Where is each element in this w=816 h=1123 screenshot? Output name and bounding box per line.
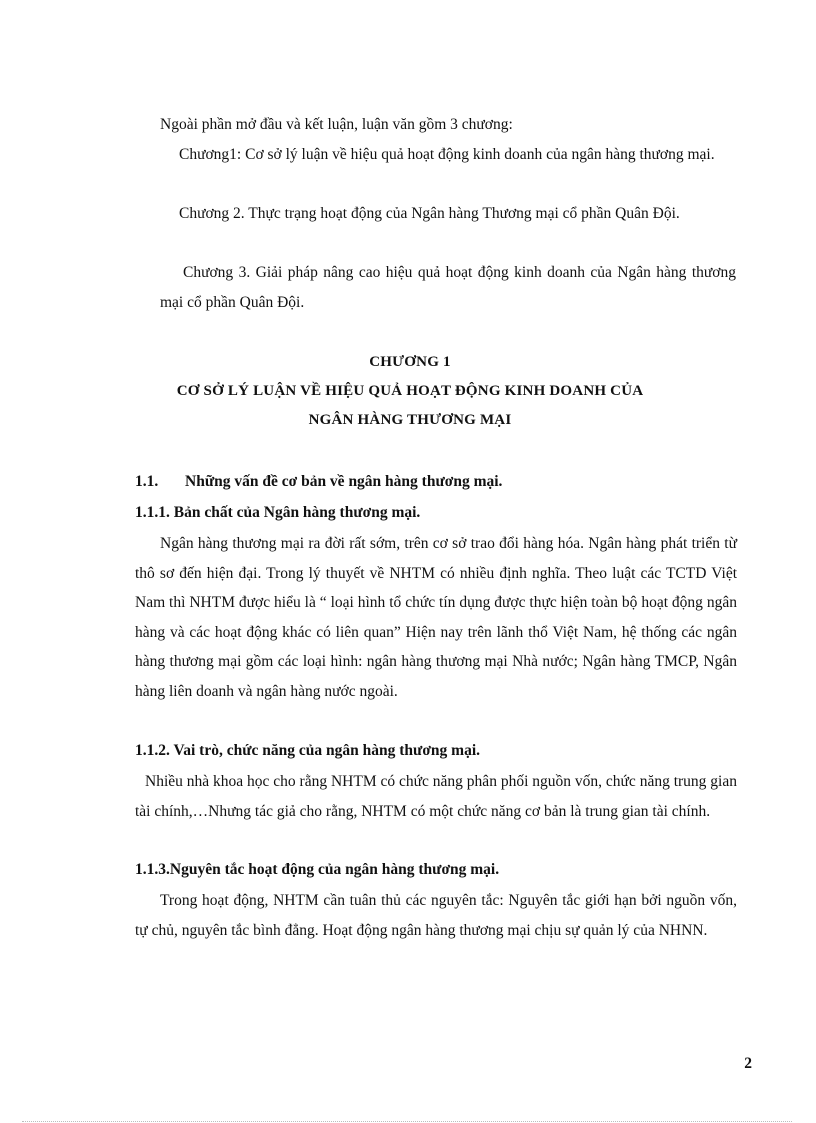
chapter-number-heading: CHƯƠNG 1 <box>369 354 451 370</box>
intro-chapter3-paragraph: Chương 3. Giải pháp nâng cao hiệu quả hoạt động kinh doanh của Ngân hàng thương mại cổ phần Quân Đội. <box>160 264 736 311</box>
intro-lead-paragraph: Ngoài phần mở đầu và kết luận, luận văn gồm 3 chương: <box>160 116 513 133</box>
page-bottom-divider <box>22 1121 792 1122</box>
section-1-1-heading <box>135 467 502 496</box>
section-1-1-2-paragraph: Nhiều nhà khoa học cho rằng NHTM có chức năng phân phối nguồn vốn, chức năng trung gian tài chính,…Nhưng tác giả cho rằng, NHTM có một chức năng cơ bản là trung gian tài chính. <box>135 773 737 820</box>
chapter-title-line2: NGÂN HÀNG THƯƠNG MẠI <box>308 412 512 428</box>
section-1-1-1-heading: 1.1.1. Bản chất của Ngân hàng thương mại. <box>135 504 421 521</box>
section-1-1-3-heading: 1.1.3.Nguyên tắc hoạt động của ngân hàng thương mại. <box>135 861 500 878</box>
section-1-1-2-heading: 1.1.2. Vai trò, chức năng của ngân hàng thương mại. <box>135 742 480 759</box>
chapter-title-heading <box>100 377 720 435</box>
chapter-title-line1: CƠ SỞ LÝ LUẬN VỀ HIỆU QUẢ HOẠT ĐỘNG KINH DOANH CỦA <box>176 383 644 399</box>
section-1-1-3-paragraph: Trong hoạt động, NHTM cần tuân thủ các nguyên tắc: Nguyên tắc giới hạn bởi nguồn vốn, tự chủ, nguyên tắc bình đẳng. Hoạt động ngân hàng thương mại chịu sự quản lý của NHNN. <box>135 892 737 939</box>
section-1-1-title: Những vấn đề cơ bản về ngân hàng thương mại. <box>185 473 503 490</box>
section-1-1-1-paragraph: Ngân hàng thương mại ra đời rất sớm, trên cơ sở trao đổi hàng hóa. Ngân hàng phát triển từ thô sơ đến hiện đại. Trong lý thuyết về NHTM có nhiều định nghĩa. Theo luật các TCTD Việt Nam thì NHTM được hiểu là “ loại hình tổ chức tín dụng được thực hiện toàn bộ hoạt động ngân hàng và các hoạt động khác có liên quan” Hiện nay trên lãnh thổ Việt Nam, hệ thống các ngân hàng thương mại gồm các loại hình: ngân hàng thương mại Nhà nước; Ngân hàng TMCP, Ngân hàng liên doanh và ngân hàng nước ngoài. <box>135 535 737 700</box>
page-number: 2 <box>744 1055 752 1072</box>
intro-chapter2-paragraph: Chương 2. Thực trạng hoạt động của Ngân hàng Thương mại cổ phần Quân Đội. <box>179 205 680 222</box>
section-1-1-number: 1.1. <box>135 473 159 490</box>
intro-chapter1-paragraph: Chương1: Cơ sở lý luận về hiệu quả hoạt động kinh doanh của ngân hàng thương mại. <box>179 146 715 163</box>
